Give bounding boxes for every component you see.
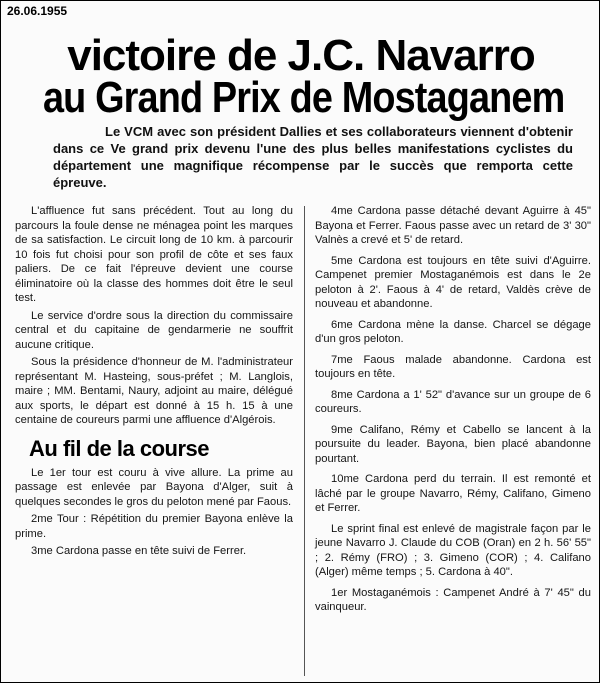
right-column xyxy=(315,204,591,621)
article-paragraph: 2me Tour : Répétition du premier Bayona enlève la prime. xyxy=(15,513,293,540)
article-paragraph: Le 1er tour est couru à vive allure. La prime au passage est enlevée par Bayona d'Alger, suit à quelques secondes le gros du peloton mené par Faous. xyxy=(15,466,293,508)
race-lap-paragraph: 8me Cardona a 1' 52" d'avance sur un groupe de 6 coureurs. xyxy=(315,388,591,415)
headline-line-1: victoire de J.C. Navarro xyxy=(67,31,535,80)
clipping-date: 26.06.1955 xyxy=(7,4,68,18)
article-paragraph: 3me Cardona passe en tête suivi de Ferrer. xyxy=(31,545,247,557)
left-column xyxy=(15,204,293,562)
article-paragraph: Le service d'ordre sous la direction du commissaire central et du capitaine de gendarmerie ne souffrit aucune critique. xyxy=(15,309,293,351)
race-lap-paragraph: 4me Cardona passe détaché devant Aguirre à 45" Bayona et Ferrer. Faous passe avec un retard de 3' 30" Valnès a crevé et 5' de retard. xyxy=(315,205,591,246)
race-lap-paragraph: 9me Califano, Rémy et Cabello se lancent à la poursuite du leader. Bayona, bien placé abandonne pourtant. xyxy=(315,423,591,465)
race-lap-paragraph: 7me Faous malade abandonne. Cardona est toujours en tête. xyxy=(315,353,591,380)
race-lap-paragraph: 6me Cardona mène la danse. Charcel se dégage d'un gros peloton. xyxy=(315,318,591,345)
section-subheading: Au fil de la course xyxy=(29,435,209,461)
column-divider xyxy=(304,206,305,676)
article-paragraph: Sous la présidence d'honneur de M. l'administrateur représentant M. Hasteing, sous-préfet ; M. Langlois, maire ; MM. Bentami, Naury, adjoint au maire, délégué aux sports, le départ est donné à 15 h. 15 à une centaine de coureurs parmi une affluence d'Algérois. xyxy=(15,356,293,426)
race-result-paragraph: 1er Mostaganémois : Campenet André à 7' 45" du vainqueur. xyxy=(315,586,591,613)
headline-line-2: au Grand Prix de Mostaganem xyxy=(43,73,565,122)
lead-paragraph: Le VCM avec son président Dallies et ses collaborateurs viennent d'obtenir dans ce Ve grand prix devenu l'une des plus belles manifestations cyclistes du département une magnifique récompense par le succès que remporta cette épreuve. xyxy=(53,124,573,190)
article-paragraph: L'affluence fut sans précédent. Tout au long du parcours la foule dense ne ménagea point les marques de sa satisfaction. Le circuit long de 10 km. à parcourir 10 fois fut choisi pour son profil de côte et ses faux paliers. De ce fait l'épreuve devient une course éliminatoire où la classe des hommes doit être le seul test. xyxy=(15,205,293,304)
race-result-paragraph: Le sprint final est enlevé de magistrale façon par le jeune Navarro J. Claude du COB (Oran) en 2 h. 56' 55" ; 2. Rémy (FRO) ; 3. Gimeno (COR) ; 4. Califano (Alger) même temps ; 5. Cardona à 40". xyxy=(315,522,591,578)
race-lap-paragraph: 10me Cardona perd du terrain. Il est remonté et lâché par le groupe Navarro, Rémy, Califano, Gimeno et Ferrer. xyxy=(315,473,591,514)
race-lap-paragraph: 5me Cardona est toujours en tête suivi d'Aguirre. Campenet premier Mostaganémois est dans le 2e peloton à 2'. Faous à 4' de retard, Valdès crève de nouveau et abandonne. xyxy=(315,254,591,310)
